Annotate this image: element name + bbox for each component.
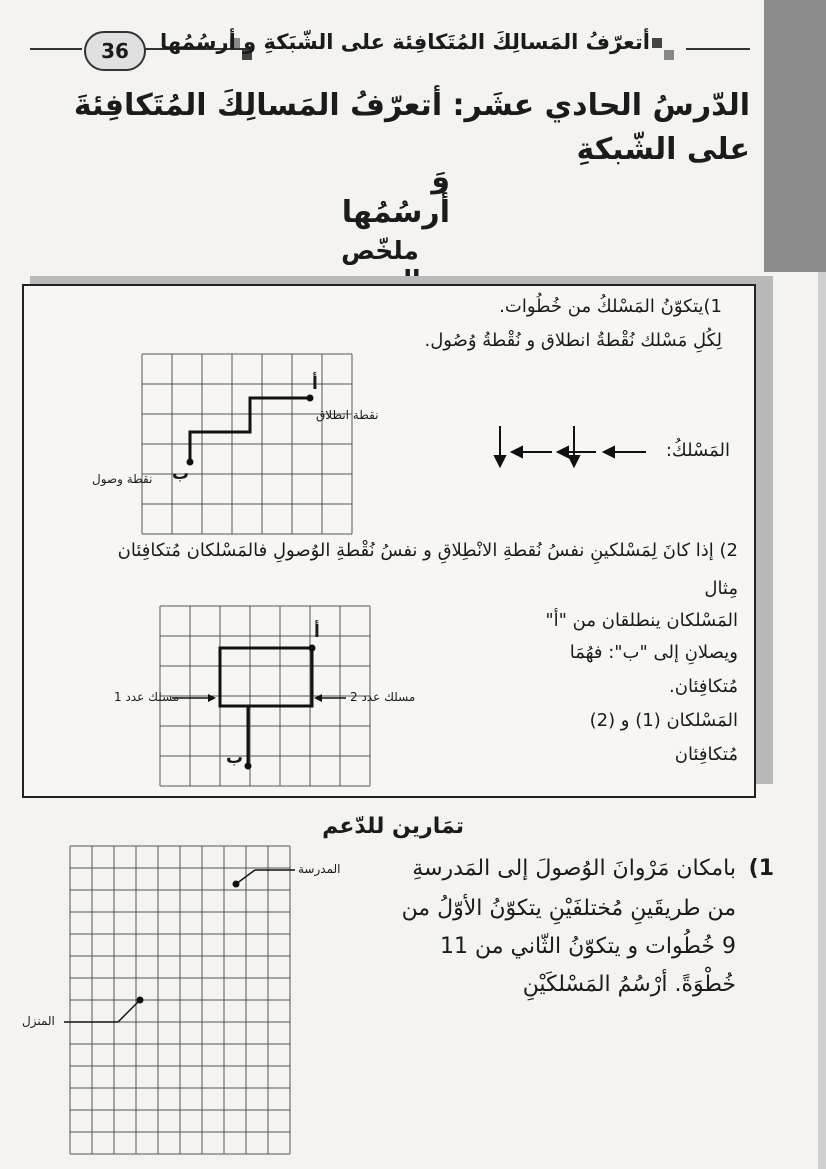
school-label: المدرسة bbox=[298, 862, 341, 876]
example-label: مِثال bbox=[704, 578, 738, 599]
header-title: أتعرّفُ المَسالِكَ المُتَكافِئة على الشّبَكةِ و أرسُمُها bbox=[160, 30, 650, 54]
grid2-point-b: ب bbox=[226, 748, 244, 768]
home-dot bbox=[137, 997, 144, 1004]
grid1-end-label: نقطة وصول bbox=[92, 472, 153, 486]
path1-pointer-head bbox=[208, 694, 216, 702]
page-number: 36 bbox=[84, 31, 146, 71]
exercise-line: خُطْوَةً. أرْسُمُ المَسْلكَيْنِ bbox=[522, 972, 736, 997]
grid-2 bbox=[160, 606, 370, 786]
grid-3 bbox=[70, 846, 290, 1154]
exercise-line: من طريقَينِ مُختلفَيْنِ يتكوّنُ الأوّلُ من bbox=[401, 896, 736, 921]
grid1-point-a: أ bbox=[312, 374, 318, 394]
point-a-dot bbox=[307, 395, 314, 402]
grid-1 bbox=[142, 354, 352, 534]
item1-line2: لِكُلِ مَسْلك نُقْطةُ انطلاق و نُقْطةُ وُصُول. bbox=[424, 330, 722, 351]
example-line: ويصلانِ إلى "ب": فهُمَا bbox=[569, 642, 738, 663]
example-line: مُتكافِئان. bbox=[669, 676, 738, 697]
home-label: المنزل bbox=[22, 1014, 55, 1028]
point-a-dot bbox=[309, 645, 316, 652]
exercise-line: بامكان مَرْوانَ الوُصولَ إلى المَدرسةِ bbox=[412, 856, 736, 881]
exercise-number: 1) bbox=[748, 856, 774, 881]
point-b-dot bbox=[245, 763, 252, 770]
lesson-title-line2: وَ أرسُمُها bbox=[341, 160, 450, 230]
path2-label: مسلك عدد 2 bbox=[350, 690, 416, 704]
path2-pointer-head bbox=[314, 694, 322, 702]
example-line: مُتكافِئان bbox=[674, 744, 738, 765]
path-arrows bbox=[495, 426, 646, 466]
summary-title: ملخّص bbox=[341, 236, 419, 265]
grid2-point-a: أ bbox=[314, 622, 320, 642]
item2-line1: 2) إذا كانَ لِمَسْلكينِ نفسُ نُقطةِ الانْطِلاقِ و نفسُ نُقْطةِ الوُصولِ فالمَسْلكان مُتكافِئان bbox=[117, 540, 738, 561]
exercise-line: 9 خُطُوات و يتكوّنُ الثّاني من 11 bbox=[440, 934, 736, 959]
lesson-title: الدّرسُ الحادي عشَر: أتعرّفُ المَسالِكَ المُتَكافِئةَ على الشّبكةِ bbox=[73, 88, 750, 167]
example-line: المَسْلكان (1) و (2) bbox=[589, 710, 738, 731]
item1-line1: 1)يتكوّنُ المَسْلكُ من خُطُوات. bbox=[499, 296, 722, 317]
home-pointer bbox=[118, 1000, 140, 1022]
school-dot bbox=[233, 881, 240, 888]
path1-label: مسلك عدد 1 bbox=[114, 690, 180, 704]
grid1-point-b: ب bbox=[172, 464, 190, 484]
exercises-title: تمَارين للدّعم bbox=[322, 814, 464, 839]
grid1-start-label: نقطة انطلاق bbox=[316, 408, 379, 422]
path-label: المَسْلكُ: bbox=[665, 440, 730, 461]
example-line: المَسْلكان ينطلقان من "أ" bbox=[545, 610, 738, 631]
